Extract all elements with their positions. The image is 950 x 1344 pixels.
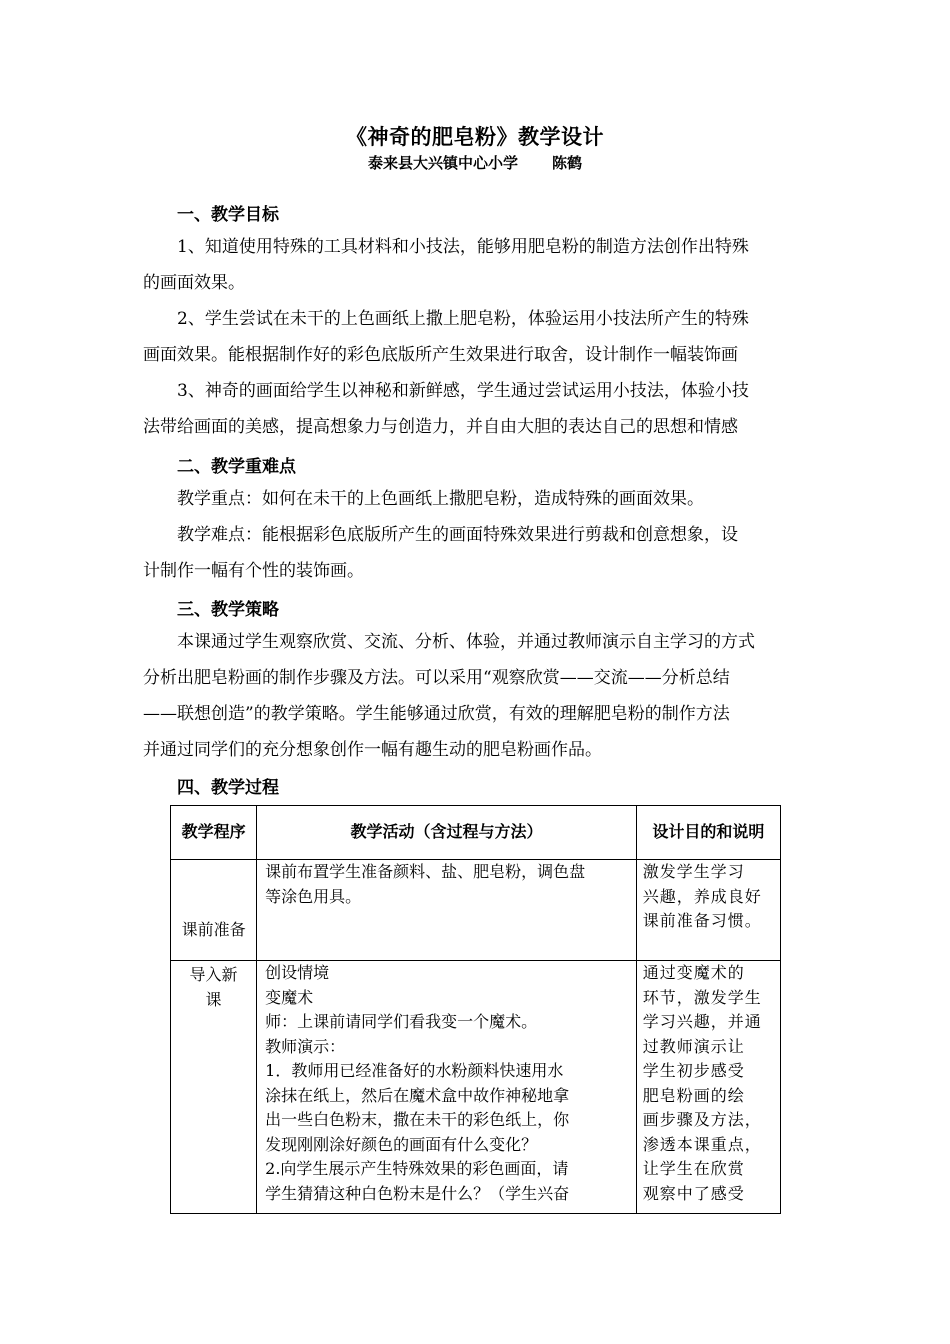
text-line: 涂抹在纸上，然后在魔术盒中故作神秘地拿 xyxy=(265,1085,570,1105)
text-line: 教学重点：如何在未干的上色画纸上撒肥皂粉，造成特殊的画面效果。 xyxy=(177,489,704,509)
text-line: 肥皂粉画的绘 xyxy=(642,1085,745,1105)
text-line: 出一些白色粉末，撒在未干的彩色纸上，你 xyxy=(265,1110,570,1129)
paragraph xyxy=(143,624,813,660)
step-cell xyxy=(171,860,257,961)
text-line: 教师演示： xyxy=(265,1036,346,1056)
text-line: 画步骤及方法， xyxy=(642,1110,762,1129)
column-header-activity: 教学活动（含过程与方法） xyxy=(257,806,637,860)
text-line: ——联想创造”的教学策略。学生能够通过欣赏，有效的理解肥皂粉的制作方法 xyxy=(143,704,730,724)
activity-cell xyxy=(257,860,637,961)
author-name: 陈鹤 xyxy=(552,154,583,172)
text-line: 1．教师用已经准备好的水粉颜料快速用水 xyxy=(265,1061,564,1080)
text-line: 课前布置学生准备颜料、盐、肥皂粉，调色盘 xyxy=(265,862,586,881)
text-line: 变魔术 xyxy=(265,987,314,1007)
table-row xyxy=(171,860,781,961)
table-row xyxy=(171,961,781,1214)
step-cell xyxy=(171,961,257,1214)
text-line: 让学生在欣赏 xyxy=(642,1159,745,1178)
paragraph xyxy=(143,373,813,409)
paragraph xyxy=(143,660,813,696)
text-line: 发现刚刚涂好颜色的画面有什么变化？ xyxy=(265,1134,538,1154)
paragraph xyxy=(143,696,813,732)
text-line: 课前准备习惯。 xyxy=(642,911,762,930)
text-line: 学生猜猜这种白色粉末是什么？（学生兴奋 xyxy=(265,1183,570,1203)
section-heading-key-points: 二、教学重难点 xyxy=(177,457,296,477)
paragraph xyxy=(143,481,813,517)
school-name: 泰来县大兴镇中心小学 xyxy=(367,154,518,172)
text-line: 并通过同学们的充分想象创作一幅有趣生动的肥皂粉画作品。 xyxy=(143,740,602,760)
text-line: 2、学生尝试在未干的上色画纸上撒上肥皂粉，体验运用小技法所产生的特殊 xyxy=(177,309,749,329)
text-line: 兴趣，养成良好 xyxy=(642,886,762,906)
document-title: 《神奇的肥皂粉》教学设计 xyxy=(346,124,604,149)
activity-cell xyxy=(257,961,637,1214)
text-line: 2.向学生展示产生特殊效果的彩色画面，请 xyxy=(265,1159,569,1178)
text-line: 通过变魔术的 xyxy=(642,963,745,982)
text-line: 观察中了感受 xyxy=(642,1183,745,1203)
text-line: 学生初步感受 xyxy=(642,1061,745,1080)
column-header-step: 教学程序 xyxy=(171,806,257,860)
table-header-row xyxy=(171,806,781,860)
text-line: 创设情境 xyxy=(265,963,330,982)
section-heading-process: 四、教学过程 xyxy=(177,778,279,798)
step-label: 导入新课 xyxy=(189,965,238,1009)
text-line: 的画面效果。 xyxy=(143,273,245,293)
purpose-cell xyxy=(636,961,780,1214)
paragraph xyxy=(143,517,813,553)
paragraph xyxy=(143,301,813,337)
paragraph xyxy=(143,337,813,373)
text-line: 3、神奇的画面给学生以神秘和新鲜感，学生通过尝试运用小技法，体验小技 xyxy=(177,381,749,401)
text-line: 画面效果。能根据制作好的彩色底版所产生效果进行取舍，设计制作一幅装饰画 xyxy=(143,345,738,365)
text-line: 教学难点：能根据彩色底版所产生的画面特殊效果进行剪裁和创意想象，设 xyxy=(177,525,738,545)
text-line: 学习兴趣，并通 xyxy=(642,1012,762,1031)
column-header-purpose: 设计目的和说明 xyxy=(636,806,780,860)
paragraph xyxy=(143,732,813,768)
paragraph xyxy=(143,229,813,265)
paragraph xyxy=(143,553,813,589)
section-heading-strategy: 三、教学策略 xyxy=(177,600,279,620)
text-line: 等涂色用具。 xyxy=(265,886,362,906)
process-table xyxy=(170,805,781,1214)
section-heading-objectives: 一、教学目标 xyxy=(177,205,279,225)
text-line: 渗透本课重点， xyxy=(642,1134,762,1154)
text-line: 激发学生学习 xyxy=(642,862,745,881)
paragraph xyxy=(143,409,813,445)
text-line: 1、知道使用特殊的工具材料和小技法，能够用肥皂粉的制造方法创作出特殊 xyxy=(177,237,749,257)
text-line: 法带给画面的美感，提高想象力与创造力，并自由大胆的表达自己的思想和情感 xyxy=(143,417,738,437)
text-line: 计制作一幅有个性的装饰画。 xyxy=(143,561,364,581)
text-line: 分析出肥皂粉画的制作步骤及方法。可以采用“观察欣赏——交流——分析总结 xyxy=(143,668,730,688)
purpose-cell xyxy=(636,860,780,961)
paragraph xyxy=(143,265,813,301)
text-line: 师：上课前请同学们看我变一个魔术。 xyxy=(265,1012,538,1031)
text-line: 环节，激发学生 xyxy=(642,987,762,1007)
text-line: 过教师演示让 xyxy=(642,1036,745,1056)
author-line xyxy=(0,152,950,173)
text-line: 本课通过学生观察欣赏、交流、分析、体验，并通过教师演示自主学习的方式 xyxy=(177,632,755,652)
step-label: 课前准备 xyxy=(181,920,246,939)
